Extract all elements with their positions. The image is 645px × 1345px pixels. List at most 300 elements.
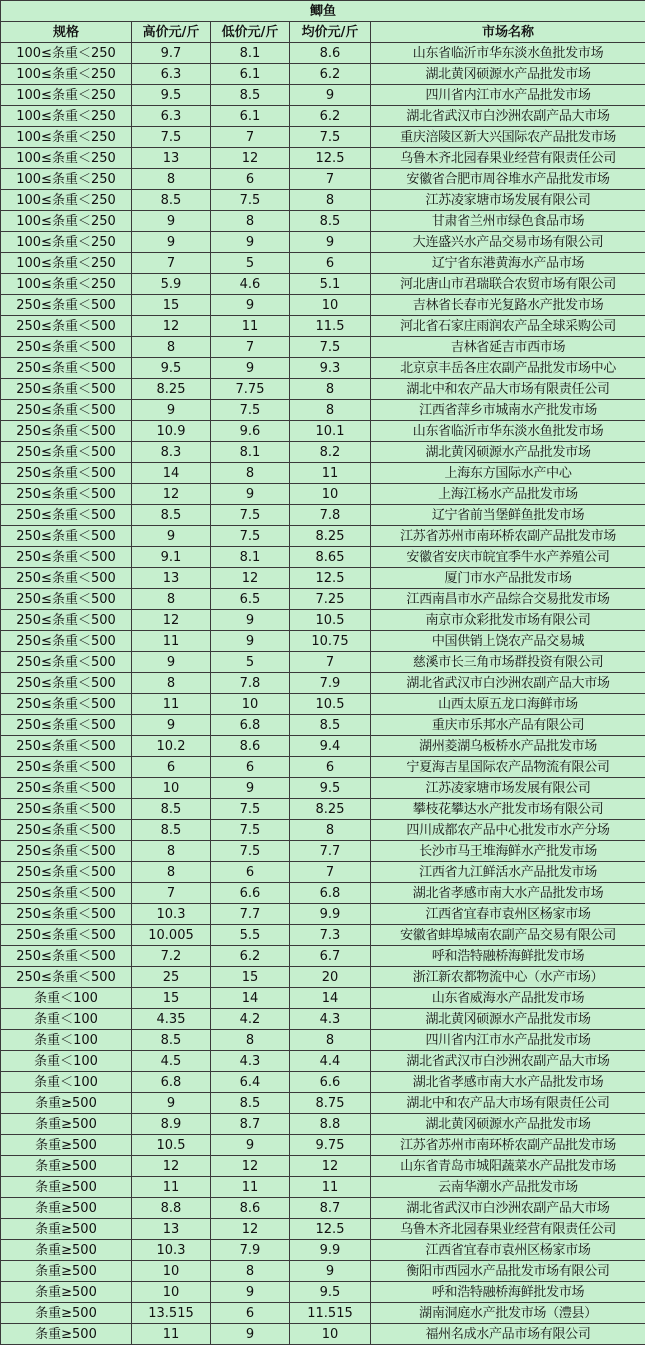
cell-avg-price: 7.7 xyxy=(290,841,371,862)
cell-low-price: 6.1 xyxy=(211,64,290,85)
cell-avg-price: 7.3 xyxy=(290,925,371,946)
cell-spec: 条重≥500 xyxy=(1,1324,132,1345)
cell-market-name: 重庆涪陵区新大兴国际农产品批发市场 xyxy=(371,127,645,148)
cell-avg-price: 20 xyxy=(290,967,371,988)
table-row xyxy=(1,946,645,967)
cell-high-price: 15 xyxy=(132,295,211,316)
cell-high-price: 8.5 xyxy=(132,1030,211,1051)
cell-spec: 250≤条重＜500 xyxy=(1,946,132,967)
table-row xyxy=(1,883,645,904)
cell-low-price: 9 xyxy=(211,1324,290,1345)
cell-spec: 250≤条重＜500 xyxy=(1,442,132,463)
table-row xyxy=(1,1135,645,1156)
cell-avg-price: 8 xyxy=(290,379,371,400)
cell-market-name: 攀枝花攀达水产批发市场有限公司 xyxy=(371,799,645,820)
cell-high-price: 10.2 xyxy=(132,736,211,757)
cell-market-name: 江苏凌家塘市场发展有限公司 xyxy=(371,190,645,211)
cell-low-price: 5 xyxy=(211,652,290,673)
cell-high-price: 9 xyxy=(132,400,211,421)
cell-avg-price: 8.75 xyxy=(290,1093,371,1114)
cell-low-price: 8.1 xyxy=(211,547,290,568)
cell-market-name: 重庆市乐邦水产品有限公司 xyxy=(371,715,645,736)
table-row xyxy=(1,190,645,211)
cell-market-name: 辽宁省东港黄海水产品市场 xyxy=(371,253,645,274)
table-row xyxy=(1,715,645,736)
cell-spec: 100≤条重＜250 xyxy=(1,232,132,253)
cell-avg-price: 8.25 xyxy=(290,799,371,820)
cell-spec: 100≤条重＜250 xyxy=(1,211,132,232)
cell-high-price: 10.9 xyxy=(132,421,211,442)
cell-low-price: 10 xyxy=(211,694,290,715)
cell-spec: 250≤条重＜500 xyxy=(1,694,132,715)
cell-market-name: 大连盛兴水产品交易市场有限公司 xyxy=(371,232,645,253)
table-row xyxy=(1,1198,645,1219)
cell-avg-price: 10.75 xyxy=(290,631,371,652)
table-row xyxy=(1,736,645,757)
cell-low-price: 7.9 xyxy=(211,1240,290,1261)
cell-low-price: 7.5 xyxy=(211,799,290,820)
table-row xyxy=(1,589,645,610)
table-row xyxy=(1,1177,645,1198)
cell-market-name: 吉林省长春市光复路水产批发市场 xyxy=(371,295,645,316)
cell-spec: 250≤条重＜500 xyxy=(1,778,132,799)
cell-spec: 条重≥500 xyxy=(1,1303,132,1324)
cell-low-price: 9 xyxy=(211,295,290,316)
cell-high-price: 8 xyxy=(132,589,211,610)
cell-avg-price: 11.515 xyxy=(290,1303,371,1324)
cell-low-price: 7.5 xyxy=(211,526,290,547)
cell-high-price: 11 xyxy=(132,694,211,715)
cell-low-price: 9 xyxy=(211,1135,290,1156)
cell-low-price: 8.1 xyxy=(211,43,290,64)
cell-spec: 条重＜100 xyxy=(1,1051,132,1072)
table-row xyxy=(1,631,645,652)
cell-high-price: 9 xyxy=(132,652,211,673)
table-row xyxy=(1,1240,645,1261)
cell-avg-price: 4.4 xyxy=(290,1051,371,1072)
cell-avg-price: 6.6 xyxy=(290,1072,371,1093)
cell-low-price: 8 xyxy=(211,1030,290,1051)
cell-market-name: 湖北中和农产品大市场有限责任公司 xyxy=(371,379,645,400)
table-row xyxy=(1,1261,645,1282)
cell-market-name: 四川省内江市水产品批发市场 xyxy=(371,1030,645,1051)
cell-market-name: 湖北中和农产品大市场有限责任公司 xyxy=(371,1093,645,1114)
cell-high-price: 12 xyxy=(132,610,211,631)
table-row xyxy=(1,400,645,421)
cell-market-name: 上海江杨水产品批发市场 xyxy=(371,484,645,505)
cell-spec: 250≤条重＜500 xyxy=(1,967,132,988)
cell-avg-price: 8.8 xyxy=(290,1114,371,1135)
cell-avg-price: 7.9 xyxy=(290,673,371,694)
cell-high-price: 14 xyxy=(132,463,211,484)
cell-high-price: 6 xyxy=(132,757,211,778)
cell-avg-price: 9.9 xyxy=(290,904,371,925)
table-row xyxy=(1,232,645,253)
cell-low-price: 9 xyxy=(211,631,290,652)
cell-avg-price: 12.5 xyxy=(290,148,371,169)
cell-spec: 条重＜100 xyxy=(1,1072,132,1093)
cell-avg-price: 11 xyxy=(290,1177,371,1198)
cell-low-price: 8.7 xyxy=(211,1114,290,1135)
cell-avg-price: 10 xyxy=(290,484,371,505)
cell-high-price: 9.5 xyxy=(132,358,211,379)
table-row xyxy=(1,358,645,379)
cell-low-price: 9 xyxy=(211,484,290,505)
cell-high-price: 7.5 xyxy=(132,127,211,148)
cell-avg-price: 8.65 xyxy=(290,547,371,568)
table-row xyxy=(1,463,645,484)
cell-market-name: 云南华潮水产品批发市场 xyxy=(371,1177,645,1198)
cell-spec: 250≤条重＜500 xyxy=(1,799,132,820)
cell-avg-price: 10 xyxy=(290,295,371,316)
cell-high-price: 9 xyxy=(132,232,211,253)
cell-low-price: 6.4 xyxy=(211,1072,290,1093)
table-row xyxy=(1,148,645,169)
cell-avg-price: 6.8 xyxy=(290,883,371,904)
cell-market-name: 浙江新农都物流中心（水产市场） xyxy=(371,967,645,988)
cell-avg-price: 6.2 xyxy=(290,106,371,127)
cell-spec: 条重≥500 xyxy=(1,1114,132,1135)
cell-spec: 250≤条重＜500 xyxy=(1,673,132,694)
cell-market-name: 湖北省武汉市白沙洲农副产品大市场 xyxy=(371,1051,645,1072)
cell-avg-price: 8 xyxy=(290,190,371,211)
cell-low-price: 4.2 xyxy=(211,1009,290,1030)
cell-market-name: 辽宁省前当堡鲜鱼批发市场 xyxy=(371,505,645,526)
table-row xyxy=(1,484,645,505)
cell-avg-price: 8.6 xyxy=(290,43,371,64)
cell-high-price: 4.5 xyxy=(132,1051,211,1072)
cell-low-price: 6 xyxy=(211,169,290,190)
cell-avg-price: 7.5 xyxy=(290,127,371,148)
cell-spec: 250≤条重＜500 xyxy=(1,652,132,673)
cell-low-price: 12 xyxy=(211,148,290,169)
cell-spec: 100≤条重＜250 xyxy=(1,148,132,169)
table-row xyxy=(1,295,645,316)
cell-market-name: 上海东方国际水产中心 xyxy=(371,463,645,484)
cell-low-price: 4.3 xyxy=(211,1051,290,1072)
cell-high-price: 15 xyxy=(132,988,211,1009)
cell-high-price: 7.2 xyxy=(132,946,211,967)
cell-spec: 100≤条重＜250 xyxy=(1,106,132,127)
table-row xyxy=(1,1219,645,1240)
cell-avg-price: 10.5 xyxy=(290,694,371,715)
table-row xyxy=(1,379,645,400)
cell-market-name: 湖北省武汉市白沙洲农副产品大市场 xyxy=(371,673,645,694)
cell-high-price: 8.3 xyxy=(132,442,211,463)
cell-avg-price: 6 xyxy=(290,253,371,274)
cell-high-price: 8.5 xyxy=(132,820,211,841)
cell-high-price: 10 xyxy=(132,1261,211,1282)
cell-avg-price: 8.5 xyxy=(290,211,371,232)
cell-market-name: 四川成都农产品中心批发市水产分场 xyxy=(371,820,645,841)
cell-market-name: 乌鲁木齐北园春果业经营有限责任公司 xyxy=(371,148,645,169)
cell-low-price: 9 xyxy=(211,358,290,379)
cell-spec: 250≤条重＜500 xyxy=(1,400,132,421)
header-avg-price: 均价元/斤 xyxy=(290,22,371,43)
cell-high-price: 11 xyxy=(132,1324,211,1345)
cell-market-name: 衡阳市西园水产品批发市场有限公司 xyxy=(371,1261,645,1282)
header-market-name: 市场名称 xyxy=(371,22,645,43)
cell-low-price: 6 xyxy=(211,862,290,883)
cell-market-name: 湖北省孝感市南大水产品批发市场 xyxy=(371,883,645,904)
cell-high-price: 9.7 xyxy=(132,43,211,64)
cell-market-name: 江苏省苏州市南环桥农副产品批发市场 xyxy=(371,1135,645,1156)
cell-low-price: 9 xyxy=(211,778,290,799)
cell-low-price: 6 xyxy=(211,1303,290,1324)
cell-avg-price: 12.5 xyxy=(290,1219,371,1240)
table-row xyxy=(1,274,645,295)
cell-market-name: 安徽省安庆市皖宜季牛水产养殖公司 xyxy=(371,547,645,568)
cell-low-price: 6 xyxy=(211,757,290,778)
cell-low-price: 7 xyxy=(211,337,290,358)
cell-avg-price: 8 xyxy=(290,400,371,421)
cell-avg-price: 12 xyxy=(290,1156,371,1177)
cell-avg-price: 7 xyxy=(290,862,371,883)
cell-spec: 250≤条重＜500 xyxy=(1,505,132,526)
cell-high-price: 8.8 xyxy=(132,1198,211,1219)
cell-spec: 250≤条重＜500 xyxy=(1,715,132,736)
cell-market-name: 甘肃省兰州市绿色食品市场 xyxy=(371,211,645,232)
cell-spec: 250≤条重＜500 xyxy=(1,316,132,337)
cell-high-price: 10 xyxy=(132,1282,211,1303)
cell-low-price: 8 xyxy=(211,211,290,232)
cell-high-price: 11 xyxy=(132,1177,211,1198)
cell-high-price: 9.5 xyxy=(132,85,211,106)
cell-low-price: 8.5 xyxy=(211,85,290,106)
cell-high-price: 8.25 xyxy=(132,379,211,400)
cell-low-price: 8.6 xyxy=(211,736,290,757)
cell-spec: 100≤条重＜250 xyxy=(1,253,132,274)
cell-high-price: 13 xyxy=(132,148,211,169)
cell-low-price: 7.5 xyxy=(211,190,290,211)
cell-market-name: 呼和浩特融桥海鲜批发市场 xyxy=(371,1282,645,1303)
cell-spec: 250≤条重＜500 xyxy=(1,421,132,442)
cell-high-price: 6.3 xyxy=(132,64,211,85)
cell-spec: 250≤条重＜500 xyxy=(1,862,132,883)
table-row xyxy=(1,1303,645,1324)
cell-avg-price: 7.5 xyxy=(290,337,371,358)
cell-low-price: 8 xyxy=(211,463,290,484)
cell-low-price: 11 xyxy=(211,316,290,337)
cell-avg-price: 9 xyxy=(290,1261,371,1282)
cell-high-price: 11 xyxy=(132,631,211,652)
table-row xyxy=(1,694,645,715)
cell-market-name: 四川省内江市水产品批发市场 xyxy=(371,85,645,106)
cell-spec: 100≤条重＜250 xyxy=(1,43,132,64)
cell-spec: 250≤条重＜500 xyxy=(1,295,132,316)
cell-avg-price: 8.7 xyxy=(290,1198,371,1219)
cell-market-name: 江西省宜春市袁州区杨家市场 xyxy=(371,1240,645,1261)
cell-spec: 条重≥500 xyxy=(1,1219,132,1240)
cell-low-price: 7.5 xyxy=(211,400,290,421)
cell-high-price: 9.1 xyxy=(132,547,211,568)
cell-avg-price: 8 xyxy=(290,820,371,841)
cell-spec: 250≤条重＜500 xyxy=(1,631,132,652)
cell-avg-price: 9.75 xyxy=(290,1135,371,1156)
cell-high-price: 10.005 xyxy=(132,925,211,946)
cell-market-name: 北京京丰岳各庄农副产品批发市场中心 xyxy=(371,358,645,379)
cell-avg-price: 8.2 xyxy=(290,442,371,463)
cell-high-price: 8 xyxy=(132,337,211,358)
cell-avg-price: 7 xyxy=(290,652,371,673)
cell-market-name: 厦门市水产品批发市场 xyxy=(371,568,645,589)
cell-high-price: 5.9 xyxy=(132,274,211,295)
cell-spec: 条重≥500 xyxy=(1,1240,132,1261)
cell-avg-price: 8.5 xyxy=(290,715,371,736)
cell-spec: 100≤条重＜250 xyxy=(1,85,132,106)
cell-market-name: 湖北黄冈硕源水产品批发市场 xyxy=(371,64,645,85)
cell-avg-price: 10.1 xyxy=(290,421,371,442)
table-row xyxy=(1,169,645,190)
cell-avg-price: 9.3 xyxy=(290,358,371,379)
cell-low-price: 9 xyxy=(211,610,290,631)
cell-market-name: 江西省九江鲜活水产品批发市场 xyxy=(371,862,645,883)
cell-avg-price: 9.9 xyxy=(290,1240,371,1261)
cell-high-price: 4.35 xyxy=(132,1009,211,1030)
cell-high-price: 6.8 xyxy=(132,1072,211,1093)
cell-high-price: 12 xyxy=(132,484,211,505)
cell-spec: 250≤条重＜500 xyxy=(1,757,132,778)
table-title: 鲫鱼 xyxy=(1,1,645,22)
cell-spec: 250≤条重＜500 xyxy=(1,589,132,610)
cell-avg-price: 8.25 xyxy=(290,526,371,547)
cell-spec: 条重≥500 xyxy=(1,1177,132,1198)
cell-avg-price: 10.5 xyxy=(290,610,371,631)
cell-spec: 250≤条重＜500 xyxy=(1,358,132,379)
cell-spec: 条重≥500 xyxy=(1,1198,132,1219)
table-row xyxy=(1,1324,645,1345)
cell-high-price: 9 xyxy=(132,1093,211,1114)
cell-spec: 250≤条重＜500 xyxy=(1,337,132,358)
cell-avg-price: 11.5 xyxy=(290,316,371,337)
cell-spec: 条重≥500 xyxy=(1,1135,132,1156)
cell-spec: 250≤条重＜500 xyxy=(1,820,132,841)
cell-market-name: 山东省威海水产品批发市场 xyxy=(371,988,645,1009)
table-row xyxy=(1,1114,645,1135)
cell-spec: 250≤条重＜500 xyxy=(1,904,132,925)
cell-high-price: 8 xyxy=(132,862,211,883)
cell-market-name: 安徽省合肥市周谷堆水产品批发市场 xyxy=(371,169,645,190)
table-row xyxy=(1,1030,645,1051)
table-row xyxy=(1,988,645,1009)
header-low-price: 低价元/斤 xyxy=(211,22,290,43)
cell-low-price: 6.8 xyxy=(211,715,290,736)
cell-market-name: 中国供销上饶农产品交易城 xyxy=(371,631,645,652)
cell-market-name: 南京市众彩批发市场有限公司 xyxy=(371,610,645,631)
cell-market-name: 福州名成水产品市场有限公司 xyxy=(371,1324,645,1345)
cell-spec: 250≤条重＜500 xyxy=(1,484,132,505)
cell-low-price: 12 xyxy=(211,568,290,589)
cell-avg-price: 9.5 xyxy=(290,778,371,799)
cell-avg-price: 5.1 xyxy=(290,274,371,295)
table-row xyxy=(1,652,645,673)
cell-market-name: 湖北省武汉市白沙洲农副产品大市场 xyxy=(371,106,645,127)
cell-avg-price: 11 xyxy=(290,463,371,484)
cell-avg-price: 6.2 xyxy=(290,64,371,85)
cell-market-name: 山东省临沂市华东淡水鱼批发市场 xyxy=(371,43,645,64)
table-title-row xyxy=(1,1,645,22)
cell-high-price: 8.9 xyxy=(132,1114,211,1135)
cell-spec: 250≤条重＜500 xyxy=(1,610,132,631)
cell-market-name: 湖北黄冈硕源水产品批发市场 xyxy=(371,1114,645,1135)
cell-high-price: 8.5 xyxy=(132,190,211,211)
table-row xyxy=(1,673,645,694)
table-row xyxy=(1,421,645,442)
cell-low-price: 12 xyxy=(211,1156,290,1177)
cell-spec: 250≤条重＜500 xyxy=(1,379,132,400)
cell-market-name: 江西省萍乡市城南水产批发市场 xyxy=(371,400,645,421)
cell-market-name: 江苏省苏州市南环桥农副产品批发市场 xyxy=(371,526,645,547)
cell-high-price: 8 xyxy=(132,673,211,694)
cell-spec: 100≤条重＜250 xyxy=(1,274,132,295)
cell-low-price: 6.6 xyxy=(211,883,290,904)
cell-spec: 250≤条重＜500 xyxy=(1,841,132,862)
cell-spec: 条重＜100 xyxy=(1,1009,132,1030)
table-row xyxy=(1,106,645,127)
cell-avg-price: 9 xyxy=(290,85,371,106)
cell-spec: 100≤条重＜250 xyxy=(1,127,132,148)
cell-spec: 条重≥500 xyxy=(1,1156,132,1177)
cell-market-name: 宁夏海吉星国际农产品物流有限公司 xyxy=(371,757,645,778)
table-row xyxy=(1,799,645,820)
cell-low-price: 8.1 xyxy=(211,442,290,463)
cell-high-price: 13 xyxy=(132,568,211,589)
cell-low-price: 5.5 xyxy=(211,925,290,946)
table-row xyxy=(1,64,645,85)
cell-avg-price: 9.5 xyxy=(290,1282,371,1303)
table-row xyxy=(1,1072,645,1093)
cell-low-price: 7 xyxy=(211,127,290,148)
cell-low-price: 6.5 xyxy=(211,589,290,610)
cell-low-price: 6.2 xyxy=(211,946,290,967)
cell-high-price: 8 xyxy=(132,169,211,190)
cell-high-price: 8 xyxy=(132,841,211,862)
cell-high-price: 8.5 xyxy=(132,505,211,526)
cell-low-price: 12 xyxy=(211,1219,290,1240)
table-row xyxy=(1,1156,645,1177)
cell-spec: 条重＜100 xyxy=(1,1030,132,1051)
cell-avg-price: 7 xyxy=(290,169,371,190)
cell-low-price: 7.5 xyxy=(211,841,290,862)
cell-market-name: 湖州菱湖乌板桥水产品批发市场 xyxy=(371,736,645,757)
table-row xyxy=(1,967,645,988)
cell-market-name: 湖北黄冈硕源水产品批发市场 xyxy=(371,1009,645,1030)
table-row xyxy=(1,442,645,463)
cell-high-price: 25 xyxy=(132,967,211,988)
cell-avg-price: 9 xyxy=(290,232,371,253)
cell-avg-price: 6.7 xyxy=(290,946,371,967)
cell-low-price: 14 xyxy=(211,988,290,1009)
table-row xyxy=(1,904,645,925)
cell-market-name: 江西南昌市水产品综合交易批发市场 xyxy=(371,589,645,610)
cell-market-name: 安徽省蚌埠城南农副产品交易有限公司 xyxy=(371,925,645,946)
cell-avg-price: 4.3 xyxy=(290,1009,371,1030)
table-row xyxy=(1,316,645,337)
cell-low-price: 9 xyxy=(211,232,290,253)
table-row xyxy=(1,820,645,841)
cell-high-price: 10.3 xyxy=(132,904,211,925)
cell-high-price: 7 xyxy=(132,253,211,274)
cell-spec: 250≤条重＜500 xyxy=(1,547,132,568)
table-row xyxy=(1,568,645,589)
cell-spec: 条重≥500 xyxy=(1,1093,132,1114)
cell-spec: 250≤条重＜500 xyxy=(1,463,132,484)
cell-spec: 100≤条重＜250 xyxy=(1,64,132,85)
table-body xyxy=(1,43,645,1345)
cell-avg-price: 8 xyxy=(290,1030,371,1051)
cell-spec: 250≤条重＜500 xyxy=(1,925,132,946)
cell-low-price: 6.1 xyxy=(211,106,290,127)
